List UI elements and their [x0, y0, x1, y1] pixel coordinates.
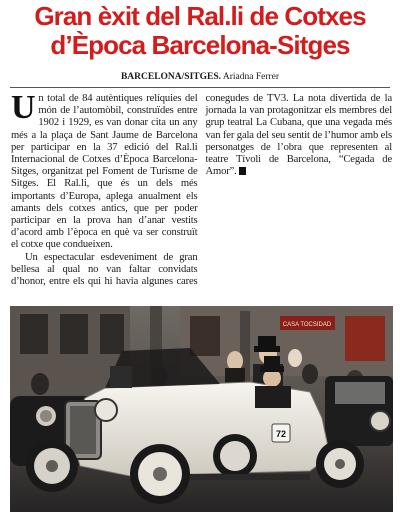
- paragraph-1-text: n total de 84 autèntiques relíquies del món de l’automòbil, construïdes entre 1902 i 1929, es van donar cita un any més a la plaça de Sant Jaume de Barcelona per participar en la 37 edició del Ral.li Internacional de Cotxes d’Època Barcelona-Sitges, organitzat pel Foment de Turisme de Sitges. El Ral.li, que és un dels més importants d’Europa, aplega anualment els amants dels cotxes antics, que per poder participar en la prova han d’anar vestits d’acord amb l’època en què va ser construït el cotxe que condueixen.: [11, 93, 198, 251]
- divider-rule: [10, 87, 390, 88]
- headline: [0, 2, 400, 60]
- headline-line-2: d’Època Barcelona-Sitges: [50, 30, 350, 60]
- headline-line-1: Gran èxit del Ral.li de Cotxes: [34, 1, 366, 31]
- shop-sign: CASA TOCSIDAD: [282, 322, 332, 328]
- paragraph-1: [11, 89, 198, 252]
- car-number-plate: 72: [275, 429, 287, 439]
- drop-cap: U: [11, 89, 36, 126]
- end-mark-icon: [239, 167, 246, 175]
- byline-place: BARCELONA/SITGES.: [120, 72, 221, 82]
- paragraph-2-text: Un espectacular esdeveniment de gran bellesa al qual no van faltar convidats d’honor, entre els qui hi havia algunes cares conegudes de TV3. La nota divertida de la jornada la van protagonitzar els membres del grup teatral La Cubana, que una vegada més van fer gala del seu sentit de l’humor amb els personatges de l’obra que representen al teatre Tívoli de Barcelona, “Cegada de Amor”.: [11, 93, 392, 288]
- byline: [0, 71, 400, 83]
- article-body: [11, 89, 392, 300]
- vintage-car-photo: [10, 306, 393, 512]
- byline-author: Ariadna Ferrer: [222, 72, 280, 82]
